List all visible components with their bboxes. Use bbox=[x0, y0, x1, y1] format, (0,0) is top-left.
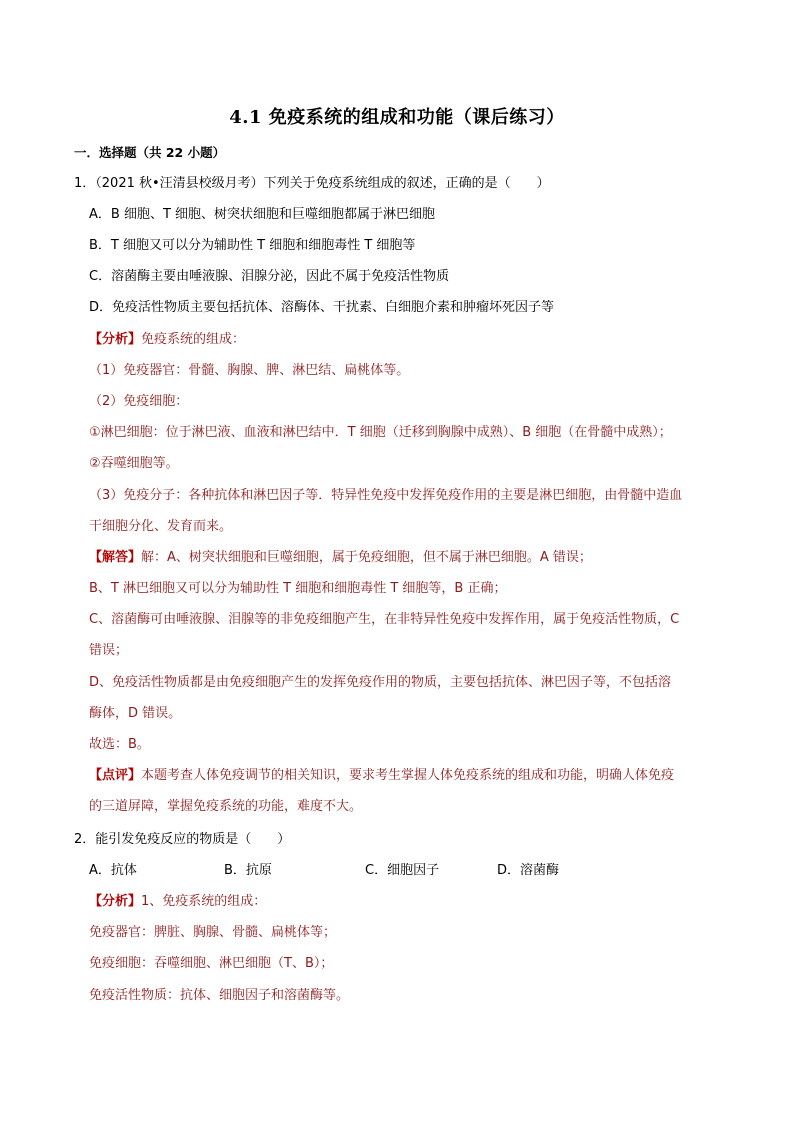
q1-answer-line: B、T 淋巴细胞又可以分为辅助性 T 细胞和细胞毒性 T 细胞等，B 正确； bbox=[89, 581, 507, 596]
section-heading: 一．选择题（共 22 小题） bbox=[74, 145, 226, 160]
question-2-option-a: A．抗体 bbox=[89, 863, 137, 878]
q1-analysis-line: （3）免疫分子：各种抗体和淋巴因子等．特异性免疫中发挥免疫作用的主要是淋巴细胞，由骨髓中造血 bbox=[89, 488, 683, 503]
q1-answer-line bbox=[89, 549, 592, 567]
q1-analysis-line: （1）免疫器官：骨髓、胸腺、脾、淋巴结、扁桃体等。 bbox=[89, 363, 410, 378]
q1-answer-line: D、免疫活性物质都是由免疫细胞产生的发挥免疫作用的物质，主要包括抗体、淋巴因子等，不包括溶 bbox=[89, 675, 672, 690]
question-2-option-c: C．细胞因子 bbox=[365, 863, 440, 878]
answer-tag: 【解答】 bbox=[89, 550, 142, 565]
q2-analysis-line: 免疫器官：脾脏、胸腺、骨髓、扁桃体等； bbox=[89, 925, 337, 940]
analysis-text: 免疫系统的组成： bbox=[141, 332, 246, 347]
q1-answer-line: 故选：B。 bbox=[89, 737, 150, 752]
page-title: 4.1 免疫系统的组成和功能（课后练习） bbox=[229, 107, 565, 128]
question-1-option-a: A．B 细胞、T 细胞、树突状细胞和巨噬细胞都属于淋巴细胞 bbox=[89, 207, 436, 222]
question-2-option-d: D．溶菌酶 bbox=[497, 863, 560, 878]
comment-tag: 【点评】 bbox=[89, 768, 142, 783]
q1-analysis-line: （2）免疫细胞： bbox=[89, 394, 189, 409]
answer-text: 解：A、树突状细胞和巨噬细胞，属于免疫细胞，但不属于淋巴细胞。A 错误； bbox=[141, 550, 592, 565]
analysis-tag: 【分析】 bbox=[89, 894, 142, 909]
q1-analysis-line: ②吞噬细胞等。 bbox=[89, 456, 179, 471]
analysis-text: 1、免疫系统的组成： bbox=[141, 894, 267, 909]
q1-analysis-line: ①淋巴细胞：位于淋巴液、血液和淋巴结中．T 细胞（迁移到胸腺中成熟）、B 细胞（在骨髓中成熟）； bbox=[89, 425, 672, 440]
question-1-stem: 1．（2021 秋•汪清县校级月考）下列关于免疫系统组成的叙述，正确的是（ ） bbox=[74, 176, 550, 191]
analysis-tag: 【分析】 bbox=[89, 332, 142, 347]
q1-answer-line: 酶体，D 错误。 bbox=[89, 706, 182, 721]
question-1-option-d: D．免疫活性物质主要包括抗体、溶酶体、干扰素、白细胞介素和肿瘤坏死因子等 bbox=[89, 300, 555, 315]
q1-analysis-line bbox=[89, 331, 245, 349]
question-1-option-c: C．溶菌酶主要由唾液腺、泪腺分泌，因此不属于免疫活性物质 bbox=[89, 269, 450, 284]
q1-answer-line: 错误； bbox=[89, 643, 129, 658]
q1-answer-line: C、溶菌酶可由唾液腺、泪腺等的非免疫细胞产生，在非特异性免疫中发挥作用，属于免疫活性物质，C bbox=[89, 612, 680, 627]
question-2-stem: 2．能引发免疫反应的物质是（ ） bbox=[74, 832, 291, 847]
q2-analysis-line: 免疫活性物质：抗体、细胞因子和溶菌酶等。 bbox=[89, 988, 350, 1003]
q1-comment-line bbox=[89, 767, 674, 785]
q1-analysis-line: 干细胞分化、发育而来。 bbox=[89, 519, 233, 534]
q2-analysis-line: 免疫细胞：吞噬细胞、淋巴细胞（T、B）； bbox=[89, 956, 334, 971]
comment-text: 本题考查人体免疫调节的相关知识，要求考生掌握人体免疫系统的组成和功能，明确人体免疫 bbox=[141, 768, 675, 783]
q1-comment-line: 的三道屏障，掌握免疫系统的功能，难度不大。 bbox=[89, 799, 363, 814]
question-1-option-b: B．T 细胞又可以分为辅助性 T 细胞和细胞毒性 T 细胞等 bbox=[89, 238, 416, 253]
question-2-option-b: B．抗原 bbox=[224, 863, 272, 878]
q2-analysis-line bbox=[89, 893, 266, 911]
